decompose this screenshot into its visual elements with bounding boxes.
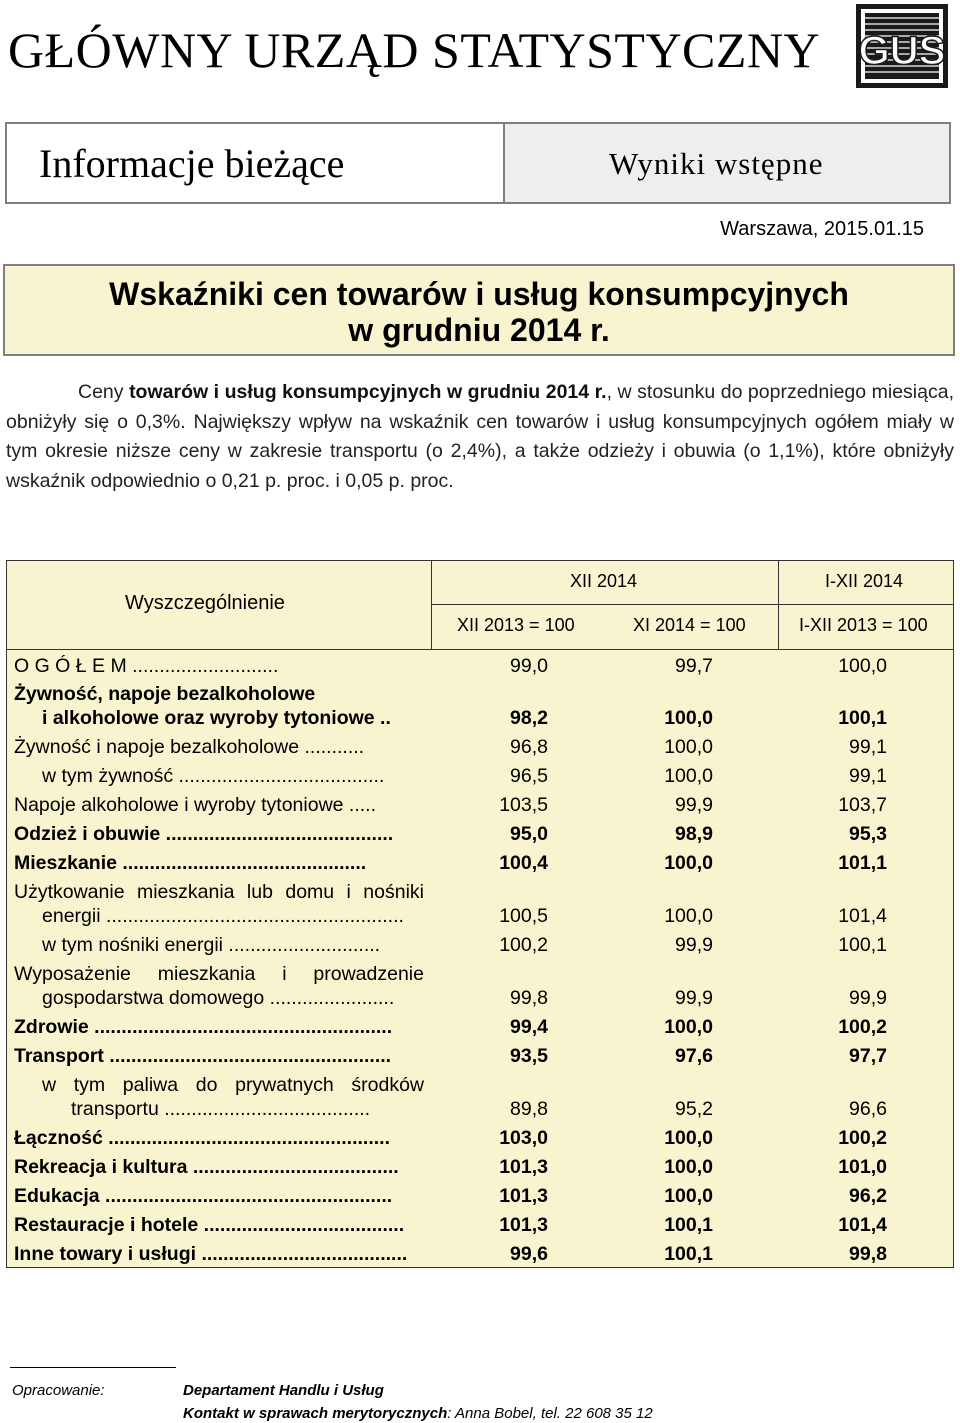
row-value: 99,9 [675, 794, 713, 816]
row-value: 100,0 [664, 852, 713, 874]
info-title: Informacje bieżące [39, 141, 345, 186]
row-value: 97,7 [849, 1045, 887, 1067]
row-label: Żywność, napoje bezalkoholowe [14, 683, 316, 705]
row-value: 97,6 [675, 1045, 713, 1067]
row-value: 99,4 [510, 1016, 548, 1038]
row-value: 100,1 [838, 934, 887, 956]
row-label: Zdrowie ....................................................... [14, 1016, 393, 1038]
svg-text:GUS: GUS [858, 29, 946, 73]
row-value: 95,0 [510, 823, 548, 845]
sub-header-3: I-XII 2013 = 100 [799, 615, 928, 635]
row-value: 99,9 [849, 987, 887, 1009]
row-value: 100,0 [664, 736, 713, 758]
row-value: 100,5 [499, 905, 548, 927]
row-label: Transport .................................................... [14, 1045, 392, 1067]
row-label: Mieszkanie ............................................. [14, 852, 367, 874]
row-value: 96,8 [510, 736, 548, 758]
lead-text-1: Ceny [78, 381, 130, 403]
headline-line-1: Wskaźniki cen towarów i usług konsumpcyjnych [109, 276, 849, 312]
info-banner [5, 122, 951, 204]
row-value: 100,2 [499, 934, 548, 956]
gus-logo [856, 4, 948, 88]
row-value: 98,2 [510, 707, 548, 729]
row-value: 101,4 [838, 1214, 887, 1236]
row-value: 103,7 [838, 794, 887, 816]
footer-contact-value: : Anna Bobel, tel. 22 608 35 12 [447, 1405, 653, 1422]
row-value: 101,0 [838, 1156, 887, 1178]
row-value: 100,0 [664, 1016, 713, 1038]
row-value: 103,5 [499, 794, 548, 816]
row-value: 100,1 [838, 707, 887, 729]
row-value: 96,6 [849, 1098, 887, 1120]
row-label: Odzież i obuwie .......................................... [14, 823, 394, 845]
row-value: 99,9 [675, 987, 713, 1009]
header-divider [431, 604, 953, 605]
row-value: 99,8 [849, 1243, 887, 1265]
row-value: 100,2 [838, 1016, 887, 1038]
info-subtitle: Wyniki wstępne [609, 146, 824, 181]
header-divider [778, 561, 779, 649]
row-label: Restauracje i hotele ..................................... [14, 1214, 405, 1236]
sub-header-2: XI 2014 = 100 [633, 615, 746, 635]
org-name: GŁÓWNY URZĄD STATYSTYCZNY [8, 22, 821, 78]
row-value: 103,0 [499, 1127, 548, 1149]
footer-contact [183, 1405, 653, 1422]
row-value: 95,2 [675, 1098, 713, 1120]
row-value: 99,6 [510, 1243, 548, 1265]
header-divider [7, 649, 953, 650]
publication-date: Warszawa, 2015.01.15 [720, 218, 924, 240]
row-label: w tym paliwa do prywatnych środków [42, 1074, 424, 1096]
row-label: Wyposażenie mieszkania i prowadzenie [14, 963, 424, 985]
row-value: 99,8 [510, 987, 548, 1009]
lead-text-bold: towarów i usług konsumpcyjnych w grudniu 2014 r. [129, 381, 607, 403]
footer-department: Departament Handlu i Usług [183, 1382, 384, 1399]
row-value: 96,2 [849, 1185, 887, 1207]
sub-header-1: XII 2013 = 100 [457, 615, 575, 635]
row-value: 100,0 [664, 1185, 713, 1207]
row-label: w tym nośniki energii ............................ [42, 934, 381, 956]
row-value: 100,0 [664, 1156, 713, 1178]
row-label: energii ....................................................... [42, 905, 404, 927]
header-divider [431, 561, 432, 649]
row-label: Edukacja ..................................................... [14, 1185, 393, 1207]
row-label: transportu ...................................... [71, 1098, 371, 1120]
table-header [7, 561, 953, 649]
row-value: 89,8 [510, 1098, 548, 1120]
lead-text-2: , w stosunku do poprzedniego miesiąca, obniżyły się o 0,3%. Największy wpływ na wskaźnik cen towarów i usług konsumpcyjnych ogółem miały w tym okresie niższe ceny w zakresie transportu (o 2,4%), a także odzieży i obuwia (o 1,1%), które obniżyły wskaźnik odpowiednio o 0,21 p. proc. i 0,05 p. proc. [6, 381, 955, 492]
row-label: O G Ó Ł E M ........................... [14, 655, 279, 677]
row-value: 93,5 [510, 1045, 548, 1067]
row-label: Inne towary i usługi ...................................... [14, 1243, 408, 1265]
footer-rule [10, 1367, 176, 1368]
row-label: Łączność .................................................... [14, 1127, 391, 1149]
row-value: 100,0 [664, 707, 713, 729]
col-header-label: Wyszczególnienie [125, 592, 285, 614]
headline-box [3, 264, 955, 356]
row-value: 100,0 [838, 655, 887, 677]
row-value: 100,0 [664, 1127, 713, 1149]
row-value: 101,1 [838, 852, 887, 874]
row-value: 100,1 [664, 1214, 713, 1236]
row-label: Użytkowanie mieszkania lub domu i nośniki [14, 881, 424, 903]
row-value: 101,3 [499, 1214, 548, 1236]
group-header-i-xii-2014: I-XII 2014 [825, 571, 904, 591]
lead-paragraph [6, 378, 954, 496]
footer-prepared-label: Opracowanie: [12, 1382, 105, 1399]
row-value: 100,4 [499, 852, 548, 874]
row-value: 101,3 [499, 1156, 548, 1178]
row-value: 99,0 [510, 655, 548, 677]
info-banner-left [7, 124, 505, 202]
headline-line-2: w grudniu 2014 r. [348, 312, 610, 348]
row-value: 99,1 [849, 736, 887, 758]
row-value: 100,0 [664, 765, 713, 787]
row-label: i alkoholowe oraz wyroby tytoniowe .. [42, 707, 391, 729]
row-label: Żywność i napoje bezalkoholowe ........... [14, 736, 365, 758]
row-label: Rekreacja i kultura ...................................... [14, 1156, 399, 1178]
price-index-table [6, 560, 954, 1268]
row-value: 96,5 [510, 765, 548, 787]
row-value: 100,2 [838, 1127, 887, 1149]
row-value: 100,0 [664, 905, 713, 927]
group-header-xii-2014: XII 2014 [570, 571, 638, 591]
row-value: 99,1 [849, 765, 887, 787]
row-value: 101,4 [838, 905, 887, 927]
row-value: 99,9 [675, 934, 713, 956]
row-label: gospodarstwa domowego ....................... [42, 987, 395, 1009]
row-value: 100,1 [664, 1243, 713, 1265]
row-value: 99,7 [675, 655, 713, 677]
footer-contact-label: Kontakt w sprawach merytorycznych [183, 1405, 448, 1422]
row-label: Napoje alkoholowe i wyroby tytoniowe ..... [14, 794, 377, 816]
row-label: w tym żywność ...................................... [42, 765, 385, 787]
row-value: 101,3 [499, 1185, 548, 1207]
row-value: 98,9 [675, 823, 713, 845]
row-value: 95,3 [849, 823, 887, 845]
info-banner-right [505, 124, 949, 202]
